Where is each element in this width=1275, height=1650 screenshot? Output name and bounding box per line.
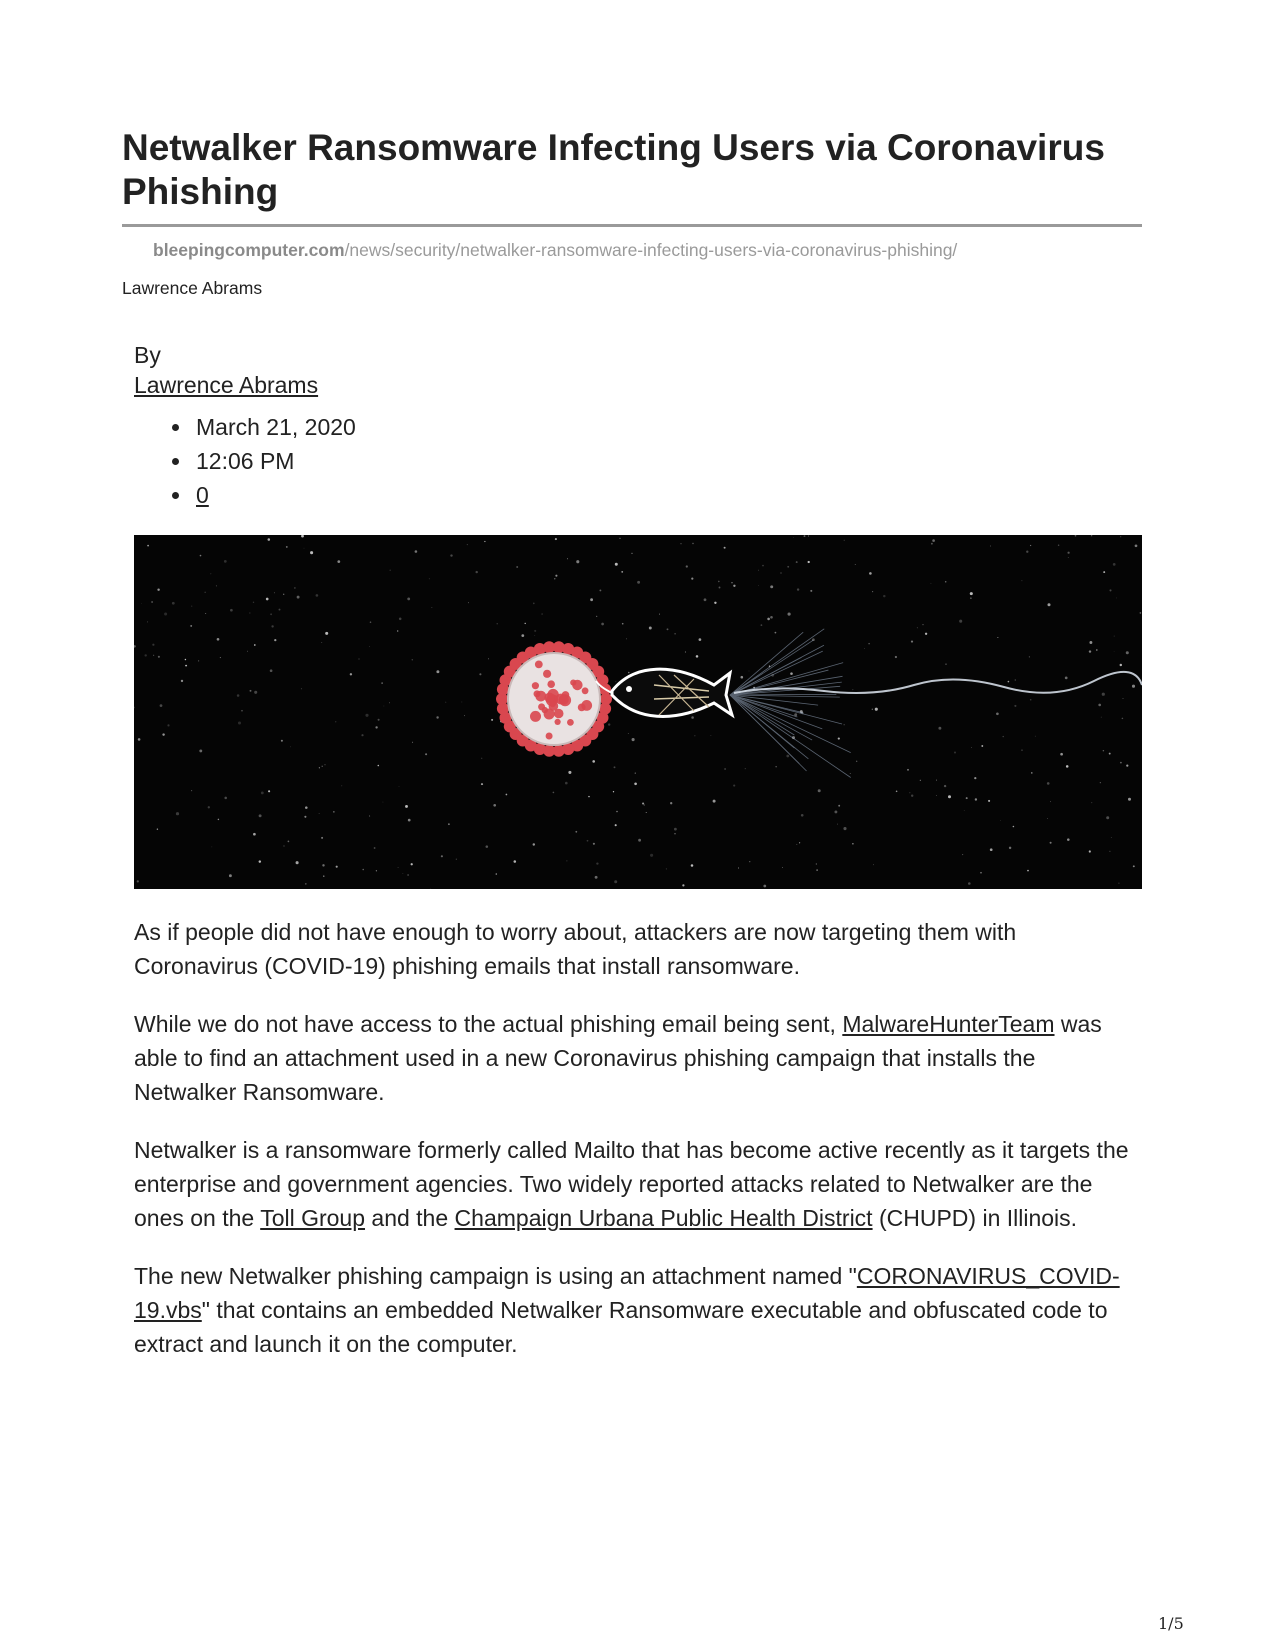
publish-time: 12:06 PM — [196, 444, 356, 478]
byline-prefix: By — [134, 342, 161, 368]
malwarehunterteam-link[interactable]: MalwareHunterTeam — [842, 1011, 1055, 1037]
chupd-link[interactable]: Champaign Urbana Public Health District — [454, 1205, 873, 1231]
toll-group-link[interactable]: Toll Group — [260, 1205, 366, 1231]
paragraph-1: As if people did not have enough to worry about, attackers are now targeting them with Coronavirus (COVID-19) phishing emails that install ransomware. — [134, 919, 1017, 979]
byline — [134, 340, 318, 400]
comments-count-item — [196, 478, 356, 512]
page-number: 1/5 — [1158, 1614, 1184, 1633]
article-meta-list — [134, 410, 356, 512]
paragraph-3 — [134, 1133, 1144, 1235]
author-link[interactable]: Lawrence Abrams — [134, 372, 319, 398]
source-author: Lawrence Abrams — [122, 278, 263, 298]
source-domain: bleepingcomputer.com — [153, 240, 345, 260]
title-divider — [122, 224, 1142, 227]
paragraph-3-text-a: Netwalker is a ransomware formerly called Mailto that has become active recently as it targets the enterprise and government agencies. Two widely reported attacks related to Netwalker are the ones on the — [134, 1137, 1129, 1231]
source-path: /news/security/netwalker-ransomware-infecting-users-via-coronavirus-phishing/ — [344, 240, 958, 260]
paragraph-4 — [134, 1259, 1144, 1361]
paragraph-3-text-b: and the — [365, 1205, 455, 1231]
attachment-link[interactable]: CORONAVIRUS_COVID-19.vbs — [134, 1263, 1120, 1323]
paragraph-4-text-a: The new Netwalker phishing campaign is using an attachment named " — [134, 1263, 857, 1289]
comments-count-link[interactable]: 0 — [196, 482, 209, 508]
hero-image — [134, 535, 1142, 889]
hero-illustration — [134, 535, 1142, 889]
paragraph-2-text-b: was able to find an attachment used in a new Coronavirus phishing campaign that installs the Netwalker Ransomware. — [134, 1011, 1102, 1105]
paragraph-3-text-c: (CHUPD) in Illinois. — [872, 1205, 1078, 1231]
paragraph-4-text-b: " that contains an embedded Netwalker Ransomware executable and obfuscated code to extract and launch it on the computer. — [134, 1297, 1108, 1357]
publish-date: March 21, 2020 — [196, 410, 356, 444]
paragraph-2 — [134, 1007, 1144, 1109]
coronavirus-icon — [496, 641, 612, 757]
article-body — [134, 915, 1144, 1385]
page-title: Netwalker Ransomware Infecting Users via Coronavirus Phishing — [122, 127, 1105, 212]
source-url — [153, 240, 957, 261]
paragraph-2-text-a: While we do not have access to the actual phishing email being sent, — [134, 1011, 843, 1037]
